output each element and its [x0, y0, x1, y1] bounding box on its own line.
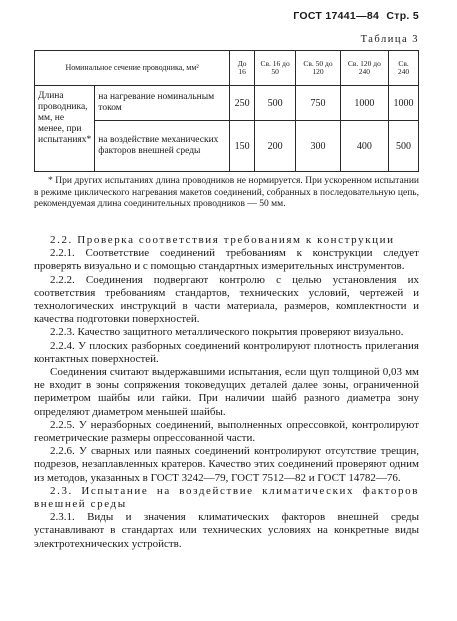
table-cell: 500	[389, 121, 419, 172]
table-cell: 500	[254, 86, 295, 121]
table-footnote: * При других испытаниях длина проводников не нормируется. При ускоренном испытании в режиме циклического нагревания макетов соединений, собранных в последовательную цепь, рекомендуемая длина соединительных проводников — 50 мм.	[34, 176, 419, 209]
page-header	[289, 10, 419, 22]
column-header-cross-section: Номинальное сечение проводника, мм²	[35, 51, 230, 86]
section-heading: 2.3. Испытание на воздействие климатических факторов внешней среды	[34, 484, 419, 511]
conductor-length-table	[34, 50, 419, 172]
paragraph: 2.2.5. У неразборных соединений, выполненных опрессовкой, контролируют геометрические размеры опрессованной части.	[34, 418, 419, 445]
paragraph: 2.2.4. У плоских разборных соединений контролируют плотность прилегания контактных поверхностей.	[34, 339, 419, 365]
table-cell: 200	[254, 121, 295, 172]
paragraph: Соединения считают выдержавшими испытания, если щуп толщиной 0,03 мм не входит в зоны сопряжения токоведущих деталей далее зоны, ограниченной периметром шайбы или гайки. При наличии шайб разного диаметра зону определяют диаметром меньшей шайбы.	[34, 366, 419, 418]
document-body	[34, 234, 419, 551]
column-header: Св. 120 до 240	[340, 51, 388, 86]
paragraph: 2.2.3. Качество защитного металлического покрытия проверяют визуально.	[50, 326, 404, 339]
column-header: Св. 50 до 120	[296, 51, 340, 86]
column-header: Св. 16 до 50	[254, 51, 295, 86]
row-header-conductor-length: Длина проводника, мм, не менее, при испытаниях*	[35, 86, 95, 172]
test-condition: на воздействие механических факторов внешней среды	[95, 121, 230, 172]
table-cell: 250	[230, 86, 255, 121]
table-cell: 300	[296, 121, 340, 172]
table-caption: Таблица 3	[360, 34, 419, 45]
table-cell: 750	[296, 86, 340, 121]
test-condition: на нагревание номинальным током	[95, 86, 230, 121]
paragraph: 2.3.1. Виды и значения климатических факторов внешней среды устанавливают в стандартах или технических условиях на конкретные виды электротехнических устройств.	[34, 511, 419, 550]
column-header: Св. 240	[389, 51, 419, 86]
paragraph: 2.2.6. У сварных или паяных соединений контролируют отсутствие трещин, подрезов, незаплавленных кратеров. Качество этих соединений проверяют одним из методов, указанных в ГОСТ 3242—79, ГОСТ 7512—82 и ГОСТ 14782—76.	[34, 445, 419, 484]
table-cell: 400	[340, 121, 388, 172]
paragraph: 2.2.1. Соответствие соединений требованиям к конструкции следует проверять визуально и с помощью стандартных измерительных инструментов.	[34, 247, 419, 273]
table-row	[35, 86, 419, 121]
standard-number: ГОСТ 17441—84	[293, 10, 380, 22]
table-header-row	[35, 51, 419, 86]
section-heading: 2.2. Проверка соответствия требованиям к конструкции	[50, 234, 395, 246]
table-cell: 1000	[340, 86, 388, 121]
table-cell: 1000	[389, 86, 419, 121]
page-number: Стр. 5	[386, 10, 419, 22]
column-header: До 16	[230, 51, 255, 86]
table-cell: 150	[230, 121, 255, 172]
paragraph: 2.2.2. Соединения подвергают контролю с целью установления их соответствия требованиям стандартов, технических условий, чертежей и технологических инструкций в части материала, размеров, комплектности и качества подготовки поверхностей.	[34, 273, 419, 326]
